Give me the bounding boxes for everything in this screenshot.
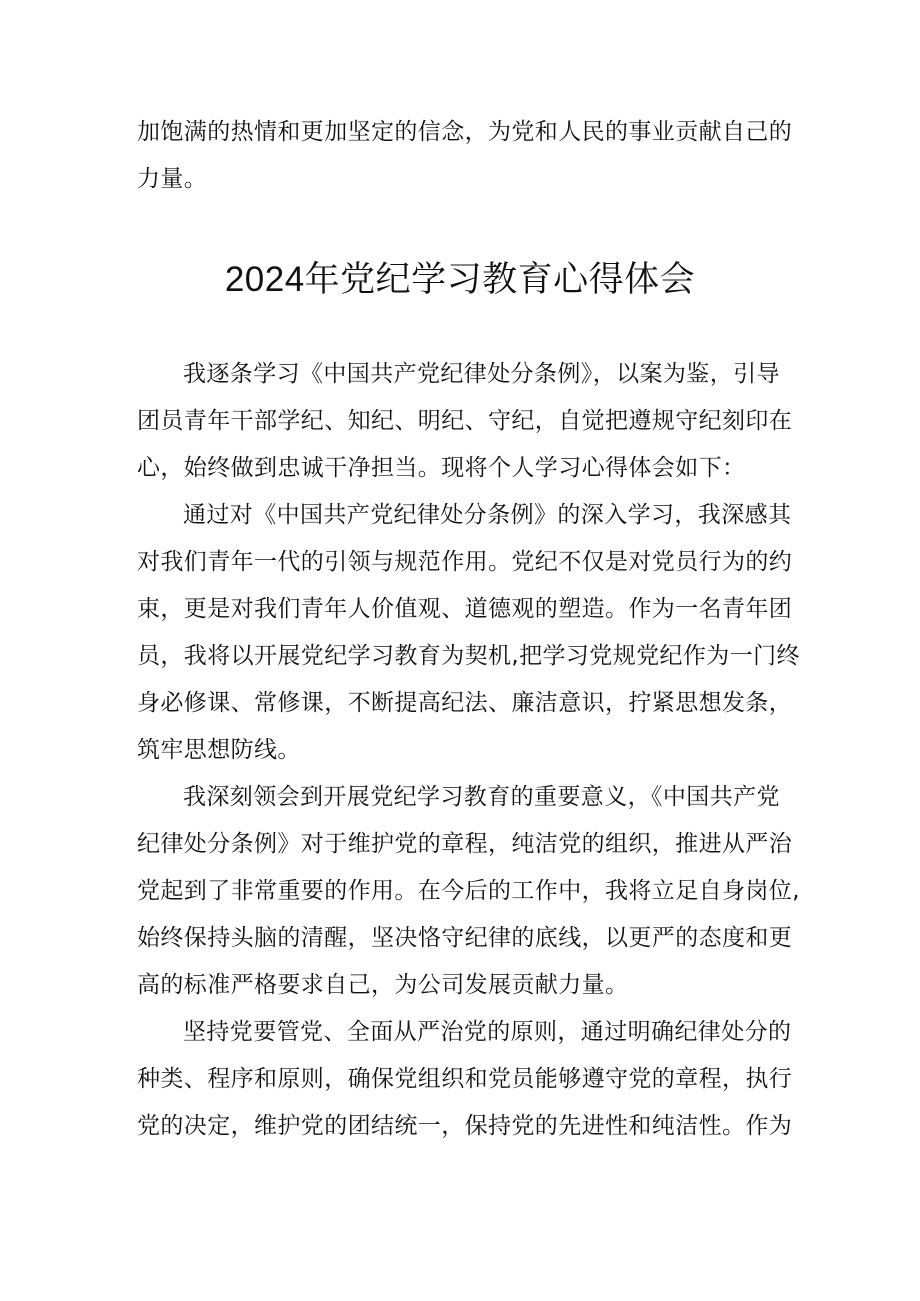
document-title: 2024年党纪学习教育心得体会 <box>224 260 696 299</box>
text-line: 束，更是对我们青年人价值观、道德观的塑造。作为一名青年团 <box>137 596 793 622</box>
text-line: 党的决定，维护党的团结统一，保持党的先进性和纯洁性。作为 <box>137 1113 793 1139</box>
text-line: 高的标准严格要求自己，为公司发展贡献力量。 <box>137 972 629 998</box>
text-line: 通过对《中国共产党纪律处分条例》的深入学习，我深感其 <box>183 502 792 528</box>
text-line: 对我们青年一代的引领与规范作用。党纪不仅是对党员行为的约 <box>137 549 793 575</box>
text-line: 始终保持头脑的清醒，坚决恪守纪律的底线，以更严的态度和更 <box>137 925 793 951</box>
text-line: 种类、程序和原则，确保党组织和党员能够遵守党的章程，执行 <box>137 1066 793 1092</box>
paragraph-4 <box>137 1009 797 1150</box>
text-line: 筑牢思想防线。 <box>137 737 301 763</box>
text-line: 身必修课、常修课，不断提高纪法、廉洁意识，拧紧思想发条， <box>137 690 793 716</box>
paragraph-3 <box>137 774 800 1009</box>
text-line: 党起到了非常重要的作用。在今后的工作中，我将立足自身岗位, <box>137 878 800 904</box>
paragraph-1 <box>137 351 797 492</box>
intro-paragraph <box>137 109 797 203</box>
text-line: 我逐条学习《中国共产党纪律处分条例》，以案为鉴，引导 <box>183 361 780 387</box>
text-line: 心，始终做到忠诚干净担当。现将个人学习心得体会如下： <box>137 455 746 481</box>
text-line: 团员青年干部学纪、知纪、明纪、守纪，自觉把遵规守纪刻印在 <box>137 408 793 434</box>
paragraph-2 <box>137 492 800 774</box>
text-line: 加饱满的热情和更加坚定的信念，为党和人民的事业贡献自己的 <box>137 119 793 145</box>
text-line: 我深刻领会到开展党纪学习教育的重要意义，《中国共产党 <box>183 784 780 810</box>
text-line: 员，我将以开展党纪学习教育为契机,把学习党规党纪作为一门终 <box>137 643 800 669</box>
document-body <box>137 351 800 1150</box>
text-line: 力量。 <box>137 166 208 192</box>
text-line: 坚持党要管党、全面从严治党的原则，通过明确纪律处分的 <box>183 1019 792 1045</box>
text-line: 纪律处分条例》对于维护党的章程，纯洁党的组织，推进从严治 <box>137 831 793 857</box>
